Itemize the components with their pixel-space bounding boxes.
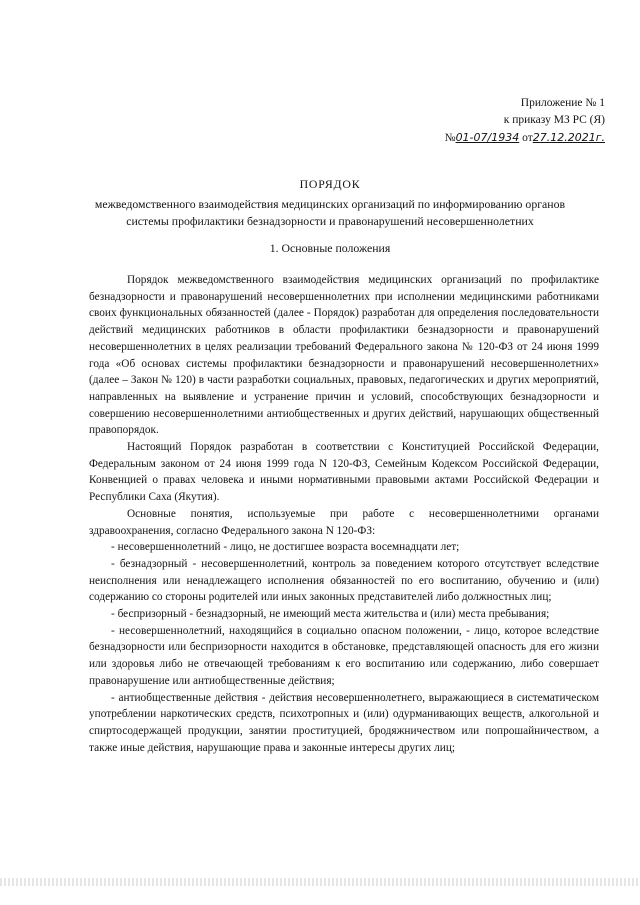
approval-line-1: Приложение № 1 (520, 97, 605, 109)
definition-item: - несовершеннолетний - лицо, не достигшее возраста восемнадцати лет; (111, 541, 460, 554)
definition-item: - несовершеннолетний, находящийся в социально опасном положении, - лицо, которое вследствие безнадзорности или беспризорности находится в обстановке, представляющей опасность для его жизни или здоровья либо не отвечающей требованиям к его воспитанию или содержанию, либо совершает правонарушение или антиобщественные действия; (89, 624, 599, 687)
body-paragraph: Основные понятия, используемые при работе с несовершеннолетними органами здравоохранения, согласно Федерального закона N 120-ФЗ: (89, 507, 599, 537)
title-main: ПОРЯДОК (299, 177, 361, 191)
scan-edge-artifact (0, 878, 640, 886)
approval-block (430, 95, 605, 147)
title-subtitle: межведомственного взаимодействия медицинских организаций по информированию органов системы профилактики безнадзорности и правонарушений несовершеннолетних (94, 197, 566, 228)
definition-item: - беспризорный - безнадзорный, не имеющий места жительства и (или) места пребывания; (111, 608, 550, 621)
order-date-prefix: от (522, 132, 533, 144)
definition-item: - антиобщественные действия - действия несовершеннолетнего, выражающиеся в систематическом употреблении наркотических средств, психотропных и (или) одурманивающих веществ, алкогольной и спиртосодержащей продукции, занятии проституцией, бродяжничеством или попрошайничеством, а также иные действия, нарушающие права и законные интересы других лиц; (89, 691, 599, 754)
order-number-prefix: № (444, 132, 456, 144)
approval-line-2: к приказу МЗ РС (Я) (503, 114, 605, 126)
body-paragraph: Настоящий Порядок разработан в соответствии с Конституцией Российской Федерации, Федеральным законом от 24 июня 1999 года N 120-ФЗ, Семейным Кодексом Российской Федерации, Конвенцией о правах человека и иными нормативными правовыми актами Российской Федерации и Республики Саха (Якутия). (89, 441, 599, 504)
document-title (90, 176, 570, 230)
section-heading: 1. Основные положения (269, 241, 391, 255)
order-date-handwritten: 27.12.2021г. (532, 131, 605, 144)
definition-item: - безнадзорный - несовершеннолетний, контроль за поведением которого отсутствует вследствие неисполнения или ненадлежащего исполнения обязанностей по его воспитанию, обучению и (или) содержанию со стороны родителей или иных законных представителей либо должностных лиц; (89, 557, 599, 604)
body-paragraph: Порядок межведомственного взаимодействия медицинских организаций по профилактике безнадзорности и правонарушений несовершеннолетних при исполнении медицинскими работниками своих функциональных обязанностей (далее - Порядок) разработан для определения последовательности действий медицинских работников в области профилактики безнадзорности и правонарушений несовершеннолетних в целях реализации требований Федерального закона № 120-ФЗ от 24 июня 1999 года «Об основах системы профилактики безнадзорности и правонарушений несовершеннолетних» (далее – Закон № 120) в части разработки социальных, правовых, педагогических и других мероприятий, направленных на выявление и устранение причин и условий, способствующих безнадзорности и совершению несовершеннолетними антиобщественных и других действий, нарушающих общественный правопорядок. (89, 274, 599, 437)
document-body (89, 272, 599, 756)
order-number-line (430, 129, 605, 147)
order-number-handwritten: 01-07/1934 (455, 131, 520, 144)
